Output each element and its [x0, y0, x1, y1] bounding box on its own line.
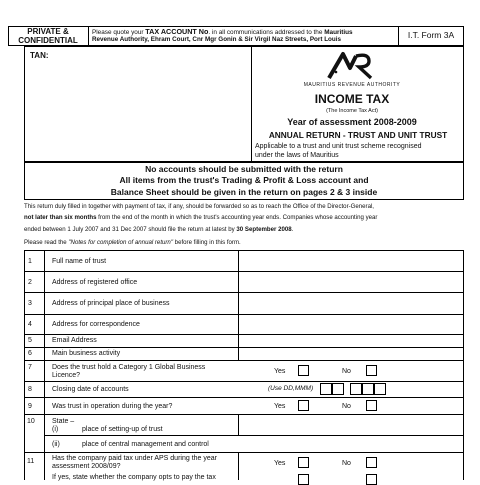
row-10-sub-ii-text: place of central management and control	[82, 441, 209, 448]
row-10-num: 10	[27, 418, 35, 425]
row-6-label: Main business activity	[52, 350, 121, 357]
correspondence-address-field[interactable]	[240, 316, 462, 333]
quote-notice: Please quote your TAX ACCOUNT No. in all communications addressed to the Mauritius	[92, 27, 353, 36]
row-10-sub-i: (i)	[52, 426, 59, 433]
intro-line-1: This return duly filled in together with payment of tax, if any, should be forwarded so as to reach the Office of the Director-General,	[24, 203, 375, 210]
tan-label: TAN:	[30, 51, 49, 60]
row-7-yes-label: Yes	[274, 368, 286, 375]
income-tax-title: INCOME TAX	[314, 92, 390, 106]
row-9-no-checkbox[interactable]	[366, 400, 377, 411]
intro-line-4: Please read the "Notes for completion of annual return" before filling in this form.	[24, 239, 241, 246]
intro-line-3: ended between 1 July 2007 and 31 Dec 2007 should file the return at latest by 30 September 2008.	[24, 226, 294, 233]
row-10-sub-ii: (ii)	[52, 441, 60, 448]
closing-date-month-2[interactable]	[362, 383, 374, 395]
row-5-label: Email Address	[52, 337, 97, 344]
row-11-no-checkbox[interactable]	[366, 457, 377, 468]
row-7-no-checkbox[interactable]	[366, 365, 377, 376]
banner-line-3: Balance Sheet should be given in the return on pages 2 & 3 inside	[110, 187, 378, 197]
tan-field[interactable]	[52, 48, 248, 160]
row-3-label: Address of principal place of business	[52, 300, 170, 307]
setting-up-place-field[interactable]	[240, 416, 462, 434]
row-9-yes-checkbox[interactable]	[298, 400, 309, 411]
closing-date-day-2[interactable]	[332, 383, 344, 395]
row-11-label-2: assessment 2008/09?	[52, 463, 121, 470]
row-9-num: 9	[28, 403, 32, 410]
closing-date-month-3[interactable]	[374, 383, 386, 395]
banner-line-2: All items from the trust's Trading & Profit & Loss account and	[119, 175, 369, 185]
form-code: I.T. Form 3A	[407, 30, 455, 40]
mra-logo-icon	[323, 50, 379, 80]
row-11-label: Has the company paid tax under APS during the year	[52, 455, 217, 462]
return-title: ANNUAL RETURN - TRUST AND UNIT TRUST	[268, 130, 448, 140]
row-9-no-label: No	[342, 403, 351, 410]
row-10-sub-i-text: place of setting-up of trust	[82, 426, 163, 433]
applicable-line-1: Applicable to a trust and unit trust scheme recognised	[255, 143, 422, 150]
central-management-field[interactable]	[240, 437, 462, 451]
row-7-label-2: Licence?	[52, 372, 81, 379]
row-8-num: 8	[28, 386, 32, 393]
banner-line-1: No accounts should be submitted with the return	[145, 164, 343, 174]
principal-place-field[interactable]	[240, 294, 462, 312]
row-7-label: Does the trust hold a Category 1 Global Business	[52, 364, 206, 371]
row-3-num: 3	[28, 300, 32, 307]
row-11-label-3: If yes, state whether the company opts to pay the tax	[52, 474, 216, 481]
mra-logo-caption: MAURITIUS REVENUE AUTHORITY	[303, 82, 401, 88]
row-1-label: Full name of trust	[52, 258, 107, 265]
row-9-label: Was trust in operation during the year?	[52, 403, 173, 410]
mra-address: Revenue Authority, Ehram Court, Cnr Mgr Gonin & Sir Virgil Naz Streets, Port Louis	[92, 36, 341, 43]
row-7-no-label: No	[342, 368, 351, 375]
act-caption: (The Income Tax Act)	[326, 108, 378, 114]
row-8-label: Closing date of accounts	[52, 386, 129, 393]
row-2-num: 2	[28, 279, 32, 286]
row-6-num: 6	[28, 350, 32, 357]
row-4-num: 4	[28, 321, 32, 328]
email-field[interactable]	[240, 336, 462, 346]
row-9-yes-label: Yes	[274, 403, 286, 410]
row-7-num: 7	[28, 364, 32, 371]
row-11-no-label: No	[342, 460, 351, 467]
row-2-label: Address of registered office	[52, 279, 138, 286]
date-format-hint: (Use DD,MMM)	[268, 385, 314, 392]
row-11-yes-checkbox[interactable]	[298, 457, 309, 468]
row-11-yes-label: Yes	[274, 460, 286, 467]
row-11-num: 11	[27, 458, 35, 465]
intro-line-2: not later than six months from the end of the month in which the trust's accounting year ends. Companies whose accounting year	[24, 214, 378, 221]
private-label: PRIVATE &	[27, 27, 69, 36]
business-activity-field[interactable]	[240, 349, 462, 359]
confidential-label: CONFIDENTIAL	[18, 36, 78, 45]
row-10-label: State –	[52, 418, 75, 425]
row-7-yes-checkbox[interactable]	[298, 365, 309, 376]
row-4-label: Address for correspondence	[52, 321, 140, 328]
row-1-num: 1	[28, 258, 32, 265]
trust-name-field[interactable]	[240, 252, 462, 270]
registered-office-field[interactable]	[240, 273, 462, 291]
closing-date-month-1[interactable]	[350, 383, 362, 395]
applicable-line-2: under the laws of Mauritius	[255, 152, 339, 159]
row-5-num: 5	[28, 337, 32, 344]
closing-date-day-1[interactable]	[320, 383, 332, 395]
assessment-year: Year of assessment 2008-2009	[287, 117, 417, 127]
